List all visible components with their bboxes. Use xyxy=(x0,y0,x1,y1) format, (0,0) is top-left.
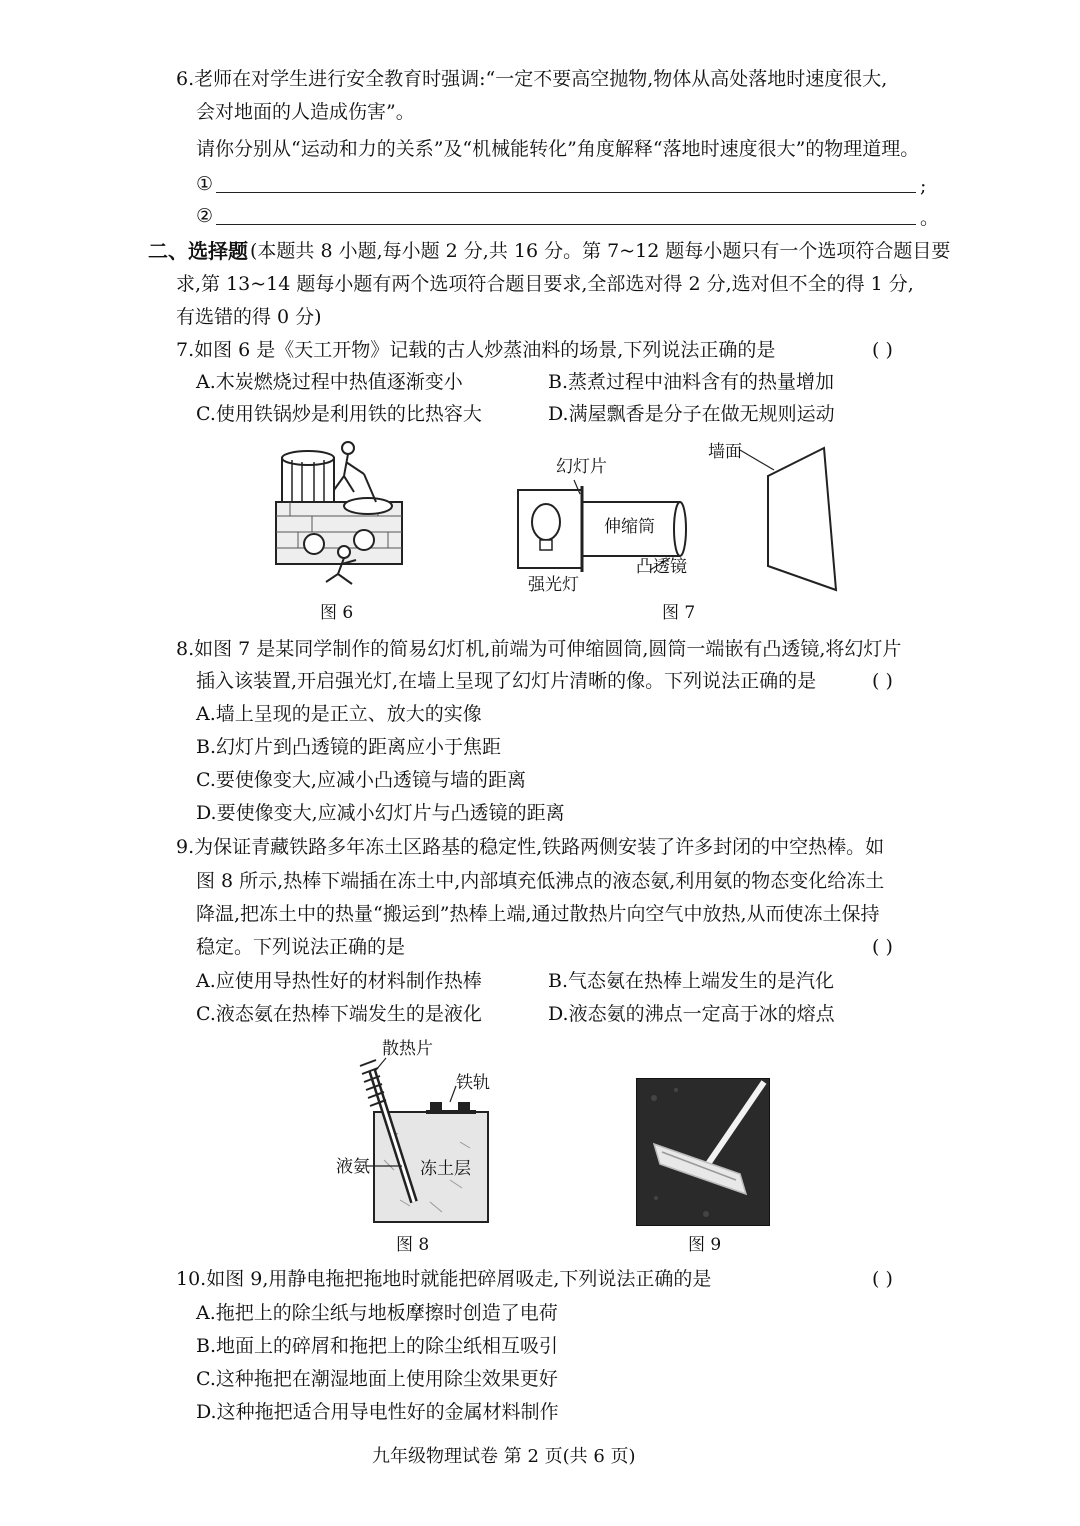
q6-answer-blank-2[interactable] xyxy=(216,224,916,225)
q7-answer-paren[interactable]: ( ) xyxy=(872,339,893,361)
q9-line2: 图 8 所示,热棒下端插在冻土中,内部填充低沸点的液态氨,利用氨的物态变化给冻土 xyxy=(196,870,885,892)
q7-option-b: B.蒸煮过程中油料含有的热量增加 xyxy=(548,371,835,393)
section2-line2: 求,第 13~14 题每小题有两个选项符合题目要求,全部选对得 2 分,选对但不全的得 1 分, xyxy=(176,273,914,295)
fig7-label-lens: 凸透镜 xyxy=(636,557,687,577)
q7-option-a: A.木炭燃烧过程中热值逐渐变小 xyxy=(196,371,463,393)
q8-option-b: B.幻灯片到凸透镜的距离应小于焦距 xyxy=(196,736,502,758)
q10-answer-paren[interactable]: ( ) xyxy=(872,1268,893,1290)
fig7-label-wall: 墙面 xyxy=(708,442,742,462)
q9-option-c: C.液态氨在热棒下端发生的是液化 xyxy=(196,1003,482,1025)
section2-line3: 有选错的得 0 分) xyxy=(176,306,322,328)
fig8-label-rail: 铁轨 xyxy=(456,1073,490,1093)
q9-option-a: A.应使用导热性好的材料制作热棒 xyxy=(196,970,482,992)
q8-option-c: C.要使像变大,应减小凸透镜与墙的距离 xyxy=(196,769,526,791)
q10-option-d: D.这种拖把适合用导电性好的金属材料制作 xyxy=(196,1401,559,1423)
q10-option-a: A.拖把上的除尘纸与地板摩擦时创造了电荷 xyxy=(196,1302,558,1324)
fig8-label-fins: 散热片 xyxy=(382,1039,433,1059)
fig8-label-ammonia: 液氨 xyxy=(336,1157,370,1177)
page-footer: 九年级物理试卷 第 2 页(共 6 页) xyxy=(372,1446,636,1467)
q6-blank2-end: 。 xyxy=(920,207,940,229)
q6-line1: 6.老师在对学生进行安全教育时强调:“一定不要高空抛物,物体从高处落地时速度很大, xyxy=(176,68,888,90)
section2-title: 二、选择题 xyxy=(148,239,248,263)
q9-line3: 降温,把冻土中的热量“搬运到”热棒上端,通过散热片向空气中放热,从而使冻土保持 xyxy=(196,903,880,925)
fig9-caption: 图 9 xyxy=(688,1235,722,1255)
q8-line1: 8.如图 7 是某同学制作的简易幻灯机,前端为可伸缩圆筒,圆筒一端嵌有凸透镜,将幻灯片 xyxy=(176,638,902,660)
fig7-caption: 图 7 xyxy=(662,603,696,623)
q6-blank2-mark: ② xyxy=(196,205,214,227)
q9-option-d: D.液态氨的沸点一定高于冰的熔点 xyxy=(548,1003,835,1025)
q8-option-d: D.要使像变大,应减小幻灯片与凸透镜的距离 xyxy=(196,802,565,824)
fig7-label-tube: 伸缩筒 xyxy=(604,517,655,537)
q9-option-b: B.气态氨在热棒上端发生的是汽化 xyxy=(548,970,835,992)
q7-option-c: C.使用铁锅炒是利用铁的比热容大 xyxy=(196,403,482,425)
q10-option-c: C.这种拖把在潮湿地面上使用除尘效果更好 xyxy=(196,1368,558,1390)
fig6-illustration xyxy=(268,440,408,590)
q7-stem: 7.如图 6 是《天工开物》记载的古人炒蒸油料的场景,下列说法正确的是 xyxy=(176,339,776,361)
fig7-label-lamp: 强光灯 xyxy=(528,575,579,595)
q8-answer-paren[interactable]: ( ) xyxy=(872,670,893,692)
q6-line2: 会对地面的人造成伤害”。 xyxy=(196,101,415,123)
q9-line4: 稳定。下列说法正确的是 xyxy=(196,936,406,958)
section2-line1: (本题共 8 小题,每小题 2 分,共 16 分。第 7~12 题每小题只有一个选项符合题目要 xyxy=(250,240,951,262)
fig9-photo xyxy=(636,1078,770,1226)
q6-blank1-mark: ① xyxy=(196,173,214,195)
q8-line2: 插入该装置,开启强光灯,在墙上呈现了幻灯片清晰的像。下列说法正确的是 xyxy=(196,670,817,692)
q6-answer-blank-1[interactable] xyxy=(216,192,916,193)
q9-answer-paren[interactable]: ( ) xyxy=(872,936,893,958)
q7-option-d: D.满屋飘香是分子在做无规则运动 xyxy=(548,403,835,425)
fig6-caption: 图 6 xyxy=(320,603,354,623)
q6-blank1-end: ; xyxy=(920,175,927,197)
fig7-label-slide: 幻灯片 xyxy=(556,457,607,477)
fig8-label-soil: 冻土层 xyxy=(420,1159,471,1179)
q6-line3: 请你分别从“运动和力的关系”及“机械能转化”角度解释“落地时速度很大”的物理道理。 xyxy=(196,138,920,160)
q10-stem: 10.如图 9,用静电拖把拖地时就能把碎屑吸走,下列说法正确的是 xyxy=(176,1268,712,1290)
q10-option-b: B.地面上的碎屑和拖把上的除尘纸相互吸引 xyxy=(196,1335,559,1357)
q8-option-a: A.墙上呈现的是正立、放大的实像 xyxy=(196,703,482,725)
q9-line1: 9.为保证青藏铁路多年冻土区路基的稳定性,铁路两侧安装了许多封闭的中空热棒。如 xyxy=(176,836,885,858)
fig8-caption: 图 8 xyxy=(396,1235,430,1255)
